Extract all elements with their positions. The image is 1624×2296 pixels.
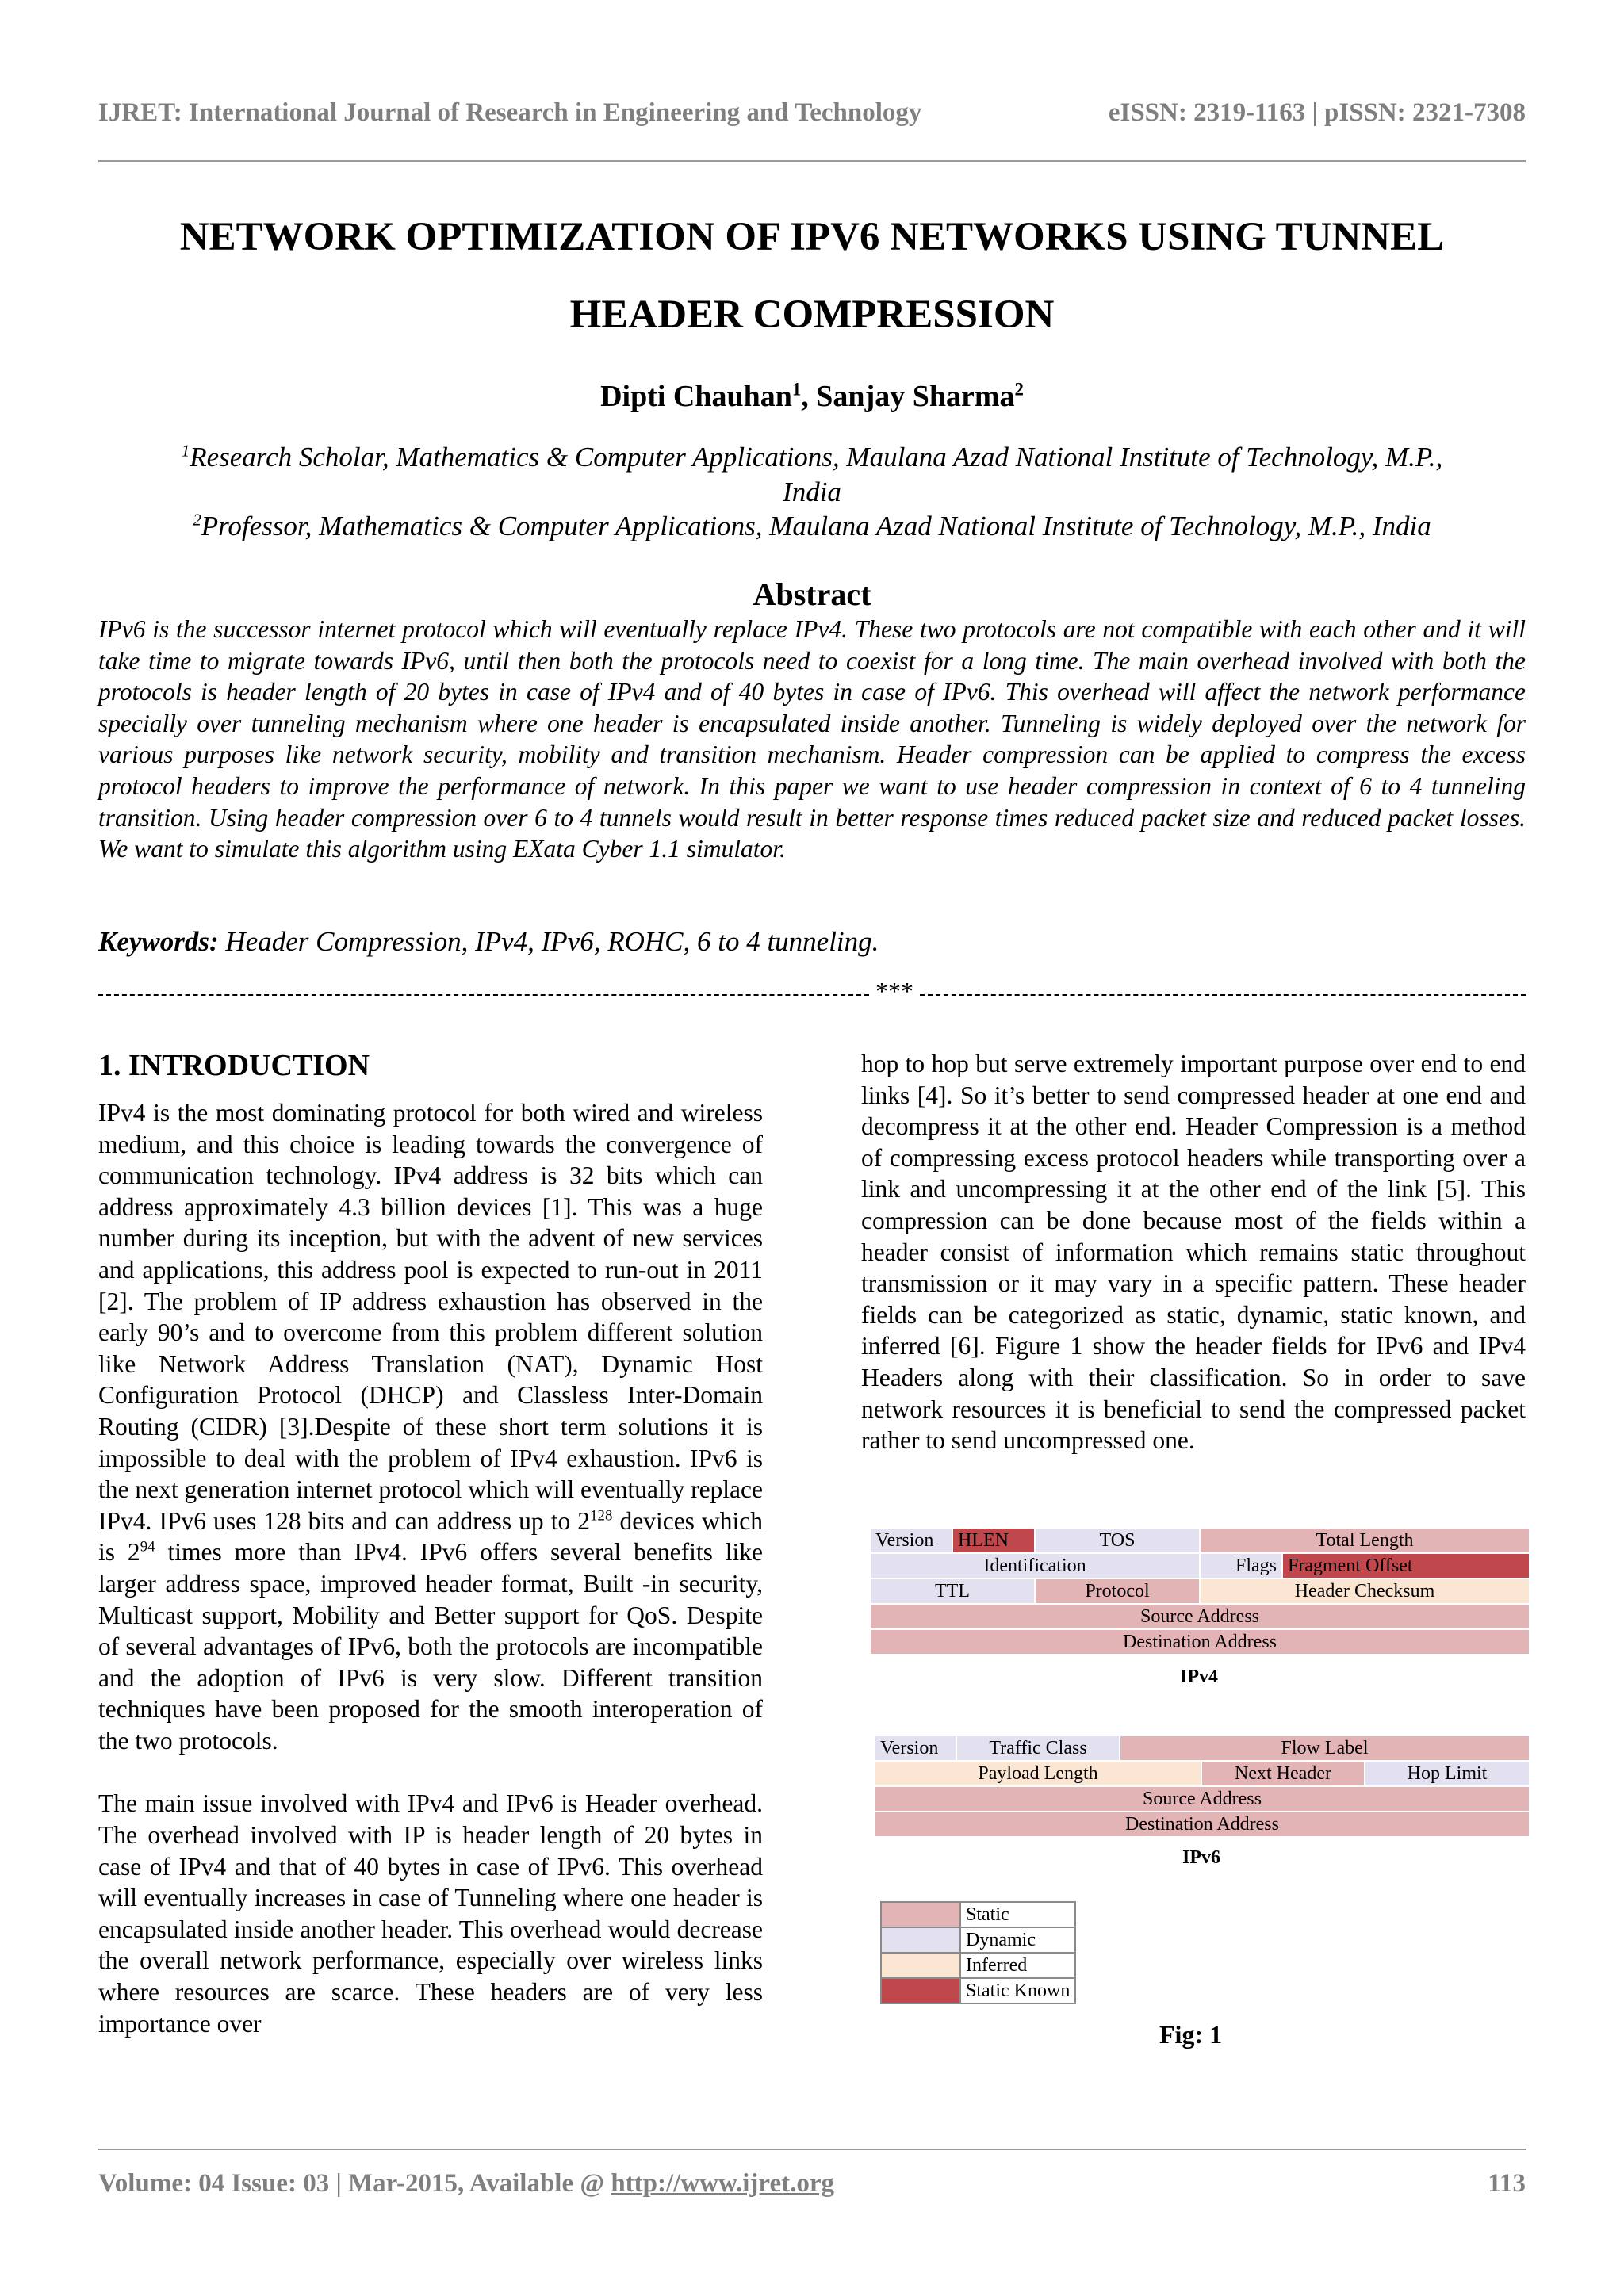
ipv4-source-address: Source Address [870, 1604, 1530, 1629]
divider-stars: *** [875, 977, 914, 1005]
divider-dash-left [98, 994, 869, 996]
authors [98, 379, 1526, 414]
legend-swatch-dynamic [881, 1927, 960, 1953]
intro-paragraph-2: The main issue involved with IPv4 and IPv6 is Header overhead. The overhead involved with IP is header length of 20 bytes in case of IPv4 and that of 40 bytes in case of IPv6. This overhead will eventually increases in case of Tunneling where one header is encapsulated inside another header. This overhead would decrease the overall network performance, especially over wireless links where resources are scarce. These headers are of very less importance over [98, 1789, 763, 2038]
figure-label: Fig: 1 [1159, 2020, 1223, 2049]
ipv6-header-diagram [874, 1735, 1530, 1838]
ipv6-traffic-class: Traffic Class [956, 1735, 1120, 1761]
intro-paragraph-3: hop to hop but serve extremely important purpose over end to end links [4]. So it’s better to send compressed header at one end and decompress it at the other end. Header Compression is a method of compressing excess protocol headers while transporting over a link and uncompressing it at the other end of the link [5]. This compression can be done because most of the fields within a header consist of information which remains static throughout transmission or it may vary in a specific pattern. These header fields can be categorized as static, dynamic, static known, and inferred [6]. Figure 1 show the header fields for IPv6 and IPv4 Headers along with their classification. So in order to save network resources it is beneficial to send the compressed packet rather to send uncompressed one. [861, 1050, 1526, 1455]
ipv6-payload-length: Payload Length [875, 1761, 1201, 1786]
author-separator: , [801, 380, 817, 413]
ipv4-identification: Identification [870, 1553, 1200, 1578]
ipv4-flags: Flags [1200, 1553, 1282, 1578]
ipv4-protocol: Protocol [1035, 1578, 1200, 1604]
running-header [98, 98, 1526, 133]
ipv4-fragment-offset: Fragment Offset [1282, 1553, 1530, 1578]
footer-volume: Volume: 04 Issue: 03 | Mar-2015, Available @ http://www.ijret.org [98, 2169, 834, 2198]
affiliation-2-text: Professor, Mathematics & Computer Applications, Maulana Azad National Institute of Technology, M.P., India [201, 511, 1431, 541]
paper-title [98, 198, 1526, 354]
affiliation-1-line-1: Research Scholar, Mathematics & Computer Applications, Maulana Azad National Institute of Technology, M.P., [190, 442, 1443, 473]
ipv4-total-length: Total Length [1200, 1528, 1530, 1553]
section-divider [98, 977, 1526, 1008]
intro-paragraph-1: IPv4 is the most dominating protocol for both wired and wireless medium, and this choice is leading towards the convergence of communication technology. IPv4 address is 32 bits which can address approximately 4.3 billion devices [1]. This was a huge number during its inception, but with the advent of new services and applications, this address pool is expected to run-out in 2011 [2]. The problem of IP address exhaustion has observed in the early 90’s and to overcome from this problem different solution like Network Address Translation (NAT), Dynamic Host Configuration Protocol (DHCP) and Classless Inter-Domain Routing (CIDR) [3].Despite of these short term solutions it is impossible to deal with the problem of IPv4 exhaustion. IPv6 is the next generation internet protocol which will eventually replace IPv4. IPv6 uses 128 bits and can address up to $2^{128}$ devices which is $2^{94}$ times more than IPv4. IPv6 offers several benefits like larger address space, improved header format, Built -in security, Multicast support, Mobility and Better support for QoS. Despite of several advantages of IPv6, both the protocols are incompatible and the adoption of IPv6 is very slow. Different transition techniques have been proposed for the smooth interoperation of the two protocols. [98, 1099, 763, 1755]
legend-swatch-inferred [881, 1953, 960, 1978]
keywords-text: Header Compression, IPv4, IPv6, ROHC, 6 to 4 tunneling. [218, 926, 879, 957]
ipv4-caption: IPv4 [1180, 1667, 1218, 1687]
ipv4-header-checksum: Header Checksum [1200, 1578, 1530, 1604]
journal-name: IJRET: International Journal of Research in Engineering and Technology [98, 98, 922, 127]
ipv6-caption: IPv6 [1182, 1847, 1220, 1868]
exponent-128: 128 [590, 1507, 613, 1525]
ipv6-flow-label: Flow Label [1120, 1735, 1530, 1761]
legend-label-inferred: Inferred [960, 1953, 1075, 1978]
affiliation-2 [98, 509, 1526, 544]
exponent-94: 94 [140, 1538, 155, 1556]
ipv6-source-address: Source Address [875, 1786, 1530, 1812]
footer-rule [98, 2149, 1526, 2150]
ipv4-header-diagram [869, 1527, 1530, 1655]
author-1: Dipti Chauhan [600, 380, 792, 413]
journal-url-link[interactable]: http://www.ijret.org [611, 2169, 834, 2198]
legend-swatch-static-known [881, 1978, 960, 2003]
ipv4-hlen: HLEN [952, 1528, 1035, 1553]
title-line-2: HEADER COMPRESSION [569, 293, 1055, 337]
ipv4-ttl: TTL [870, 1578, 1035, 1604]
affiliation-1-sup: 1 [181, 441, 190, 461]
ipv6-hop-limit: Hop Limit [1365, 1761, 1530, 1786]
keywords [98, 926, 1526, 958]
ipv6-next-header: Next Header [1201, 1761, 1365, 1786]
legend-label-static: Static [960, 1902, 1075, 1927]
author-2-sup: 2 [1014, 379, 1024, 400]
ipv6-destination-address: Destination Address [875, 1812, 1530, 1837]
section-heading-introduction: 1. INTRODUCTION [98, 1049, 370, 1082]
legend-label-dynamic: Dynamic [960, 1927, 1075, 1953]
right-column [861, 1048, 1526, 1456]
issn: eISSN: 2319-1163 | pISSN: 2321-7308 [1108, 98, 1526, 127]
affiliation-1-line-2: India [783, 476, 841, 507]
left-column [98, 1097, 763, 2039]
legend-swatch-static [881, 1902, 960, 1927]
legend-label-static-known: Static Known [960, 1978, 1075, 2003]
figure-legend [880, 1901, 1076, 2004]
affiliation-1 [98, 440, 1526, 510]
divider-dash-right [920, 994, 1526, 996]
author-1-sup: 1 [791, 379, 802, 400]
header-rule [98, 160, 1526, 162]
keywords-label: Keywords: [98, 926, 219, 957]
page-number: 113 [1488, 2169, 1526, 2198]
ipv4-tos: TOS [1035, 1528, 1200, 1553]
author-2: Sanjay Sharma [816, 380, 1015, 413]
ipv4-version: Version [870, 1528, 952, 1553]
abstract-heading: Abstract [753, 576, 871, 612]
abstract-text: IPv6 is the successor internet protocol which will eventually replace IPv4. These two protocols are not compatible with each other and it will take time to migrate towards IPv6, until then both the protocols need to coexist for a long time. The main overhead involved with both the protocols is header length of 20 bytes in case of IPv4 and of 40 bytes in case of IPv6. This overhead will affect the network performance specially over tunneling mechanism where one header is encapsulated inside another. Tunneling is widely deployed over the network for various purposes like network security, mobility and transition mechanism. Header compression can be applied to compress the excess protocol headers to improve the performance of network. In this paper we want to use header compression in context of 6 to 4 tunneling transition. Using header compression over 6 to 4 tunnels would result in better response times reduced packet size and reduced packet losses. We want to simulate this algorithm using EXata Cyber 1.1 simulator. [98, 615, 1526, 863]
title-line-1: NETWORK OPTIMIZATION OF IPV6 NETWORKS USING TUNNEL [179, 215, 1445, 259]
affiliation-2-sup: 2 [193, 510, 201, 530]
ipv4-destination-address: Destination Address [870, 1629, 1530, 1655]
ipv6-version: Version [875, 1735, 956, 1761]
